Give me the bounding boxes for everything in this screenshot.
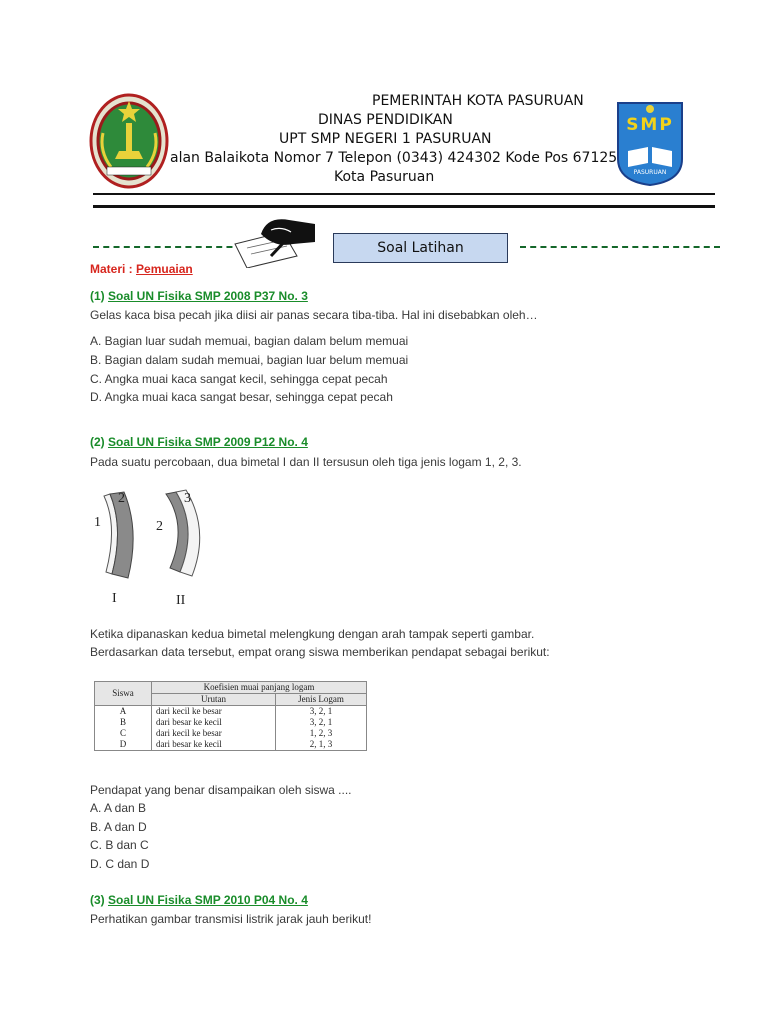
- question-1-option-b: B. Bagian dalam sudah memuai, bagian luar belum memuai: [90, 353, 409, 367]
- bimetal-2-name: II: [176, 593, 186, 608]
- materi-label: Materi :: [90, 262, 137, 276]
- section-title: Soal Latihan: [333, 233, 508, 263]
- header-rule-thick: [93, 205, 715, 208]
- question-1-option-a: A. Bagian luar sudah memuai, bagian dalam belum memuai: [90, 334, 409, 348]
- question-1-heading: [90, 289, 308, 303]
- cell-jenis: 3, 2, 1: [276, 706, 367, 718]
- smp-logo-text: SMP: [626, 115, 674, 135]
- question-1-number: (1): [90, 289, 108, 303]
- header-government: PEMERINTAH KOTA PASURUAN: [372, 93, 584, 109]
- materi-link[interactable]: Pemuaian: [136, 262, 193, 276]
- materi-line: [90, 262, 193, 276]
- question-2-option-d: D. C dan D: [90, 857, 150, 871]
- col-jenis: Jenis Logam: [276, 694, 367, 706]
- bimetal-2-label-left: 2: [156, 519, 163, 534]
- header-city: Kota Pasuruan: [334, 169, 435, 185]
- cell-urutan: dari kecil ke besar: [152, 706, 276, 718]
- question-3-text: Perhatikan gambar transmisi listrik jarak jauh berikut!: [90, 912, 372, 926]
- cell-siswa: B: [95, 717, 152, 728]
- writing-hand-icon: [231, 214, 317, 268]
- question-1-option-d: D. Angka muai kaca sangat besar, sehingga cepat pecah: [90, 390, 393, 404]
- question-2-number: (2): [90, 435, 108, 449]
- question-2-link[interactable]: Soal UN Fisika SMP 2009 P12 No. 4: [108, 435, 308, 449]
- col-siswa: Siswa: [95, 682, 152, 706]
- cell-urutan: dari besar ke kecil: [152, 739, 276, 751]
- bimetal-1-label-right: 2: [118, 491, 125, 506]
- coefficient-table: [94, 681, 367, 751]
- question-3-link[interactable]: Soal UN Fisika SMP 2010 P04 No. 4: [108, 893, 308, 907]
- header-rule-thin: [93, 193, 715, 195]
- col-group: Koefisien muai panjang logam: [152, 682, 367, 694]
- smp-logo-caption: PASURUAN: [633, 169, 667, 176]
- header-school: UPT SMP NEGERI 1 PASURUAN: [279, 131, 492, 147]
- question-1-option-c: C. Angka muai kaca sangat kecil, sehingga cepat pecah: [90, 372, 388, 386]
- cell-jenis: 3, 2, 1: [276, 717, 367, 728]
- table-row: [95, 717, 367, 728]
- cell-urutan: dari besar ke kecil: [152, 717, 276, 728]
- table-header-row: [95, 682, 367, 694]
- question-1-text: Gelas kaca bisa pecah jika diisi air panas secara tiba-tiba. Hal ini disebabkan oleh…: [90, 308, 538, 322]
- header-address: alan Balaikota Nomor 7 Telepon (0343) 424302 Kode Pos 67125: [170, 150, 618, 166]
- cell-jenis: 1, 2, 3: [276, 728, 367, 739]
- dashed-divider-right: [520, 246, 720, 250]
- dashed-divider-left: [93, 246, 253, 250]
- question-1-link[interactable]: Soal UN Fisika SMP 2008 P37 No. 3: [108, 289, 308, 303]
- question-2-text-2: Ketika dipanaskan kedua bimetal melengkung dengan arah tampak seperti gambar.: [90, 627, 535, 641]
- cell-siswa: D: [95, 739, 152, 751]
- question-2-text-4: Pendapat yang benar disampaikan oleh siswa ....: [90, 783, 352, 797]
- bimetal-2-label-right: 3: [184, 491, 191, 506]
- question-2-text-3: Berdasarkan data tersebut, empat orang siswa memberikan pendapat sebagai berikut:: [90, 645, 550, 659]
- bimetal-figure: [88, 486, 212, 610]
- cell-siswa: A: [95, 706, 152, 718]
- smp-logo: [614, 97, 686, 187]
- cell-siswa: C: [95, 728, 152, 739]
- question-2-option-c: C. B dan C: [90, 838, 149, 852]
- question-2-text: Pada suatu percobaan, dua bimetal I dan II tersusun oleh tiga jenis logam 1, 2, 3.: [90, 455, 522, 469]
- header-department: DINAS PENDIDIKAN: [318, 112, 453, 128]
- bimetal-1-name: I: [112, 591, 117, 606]
- question-2-heading: [90, 435, 308, 449]
- question-2-option-b: B. A dan D: [90, 820, 147, 834]
- table-row: [95, 739, 367, 751]
- question-3-heading: [90, 893, 308, 907]
- table-row: [95, 728, 367, 739]
- cell-jenis: 2, 1, 3: [276, 739, 367, 751]
- col-urutan: Urutan: [152, 694, 276, 706]
- question-3-number: (3): [90, 893, 108, 907]
- pasuruan-emblem-icon: [89, 93, 169, 189]
- bimetal-1-label-left: 1: [94, 515, 101, 530]
- table-row: [95, 706, 367, 718]
- question-2-option-a: A. A dan B: [90, 801, 147, 815]
- cell-urutan: dari kecil ke besar: [152, 728, 276, 739]
